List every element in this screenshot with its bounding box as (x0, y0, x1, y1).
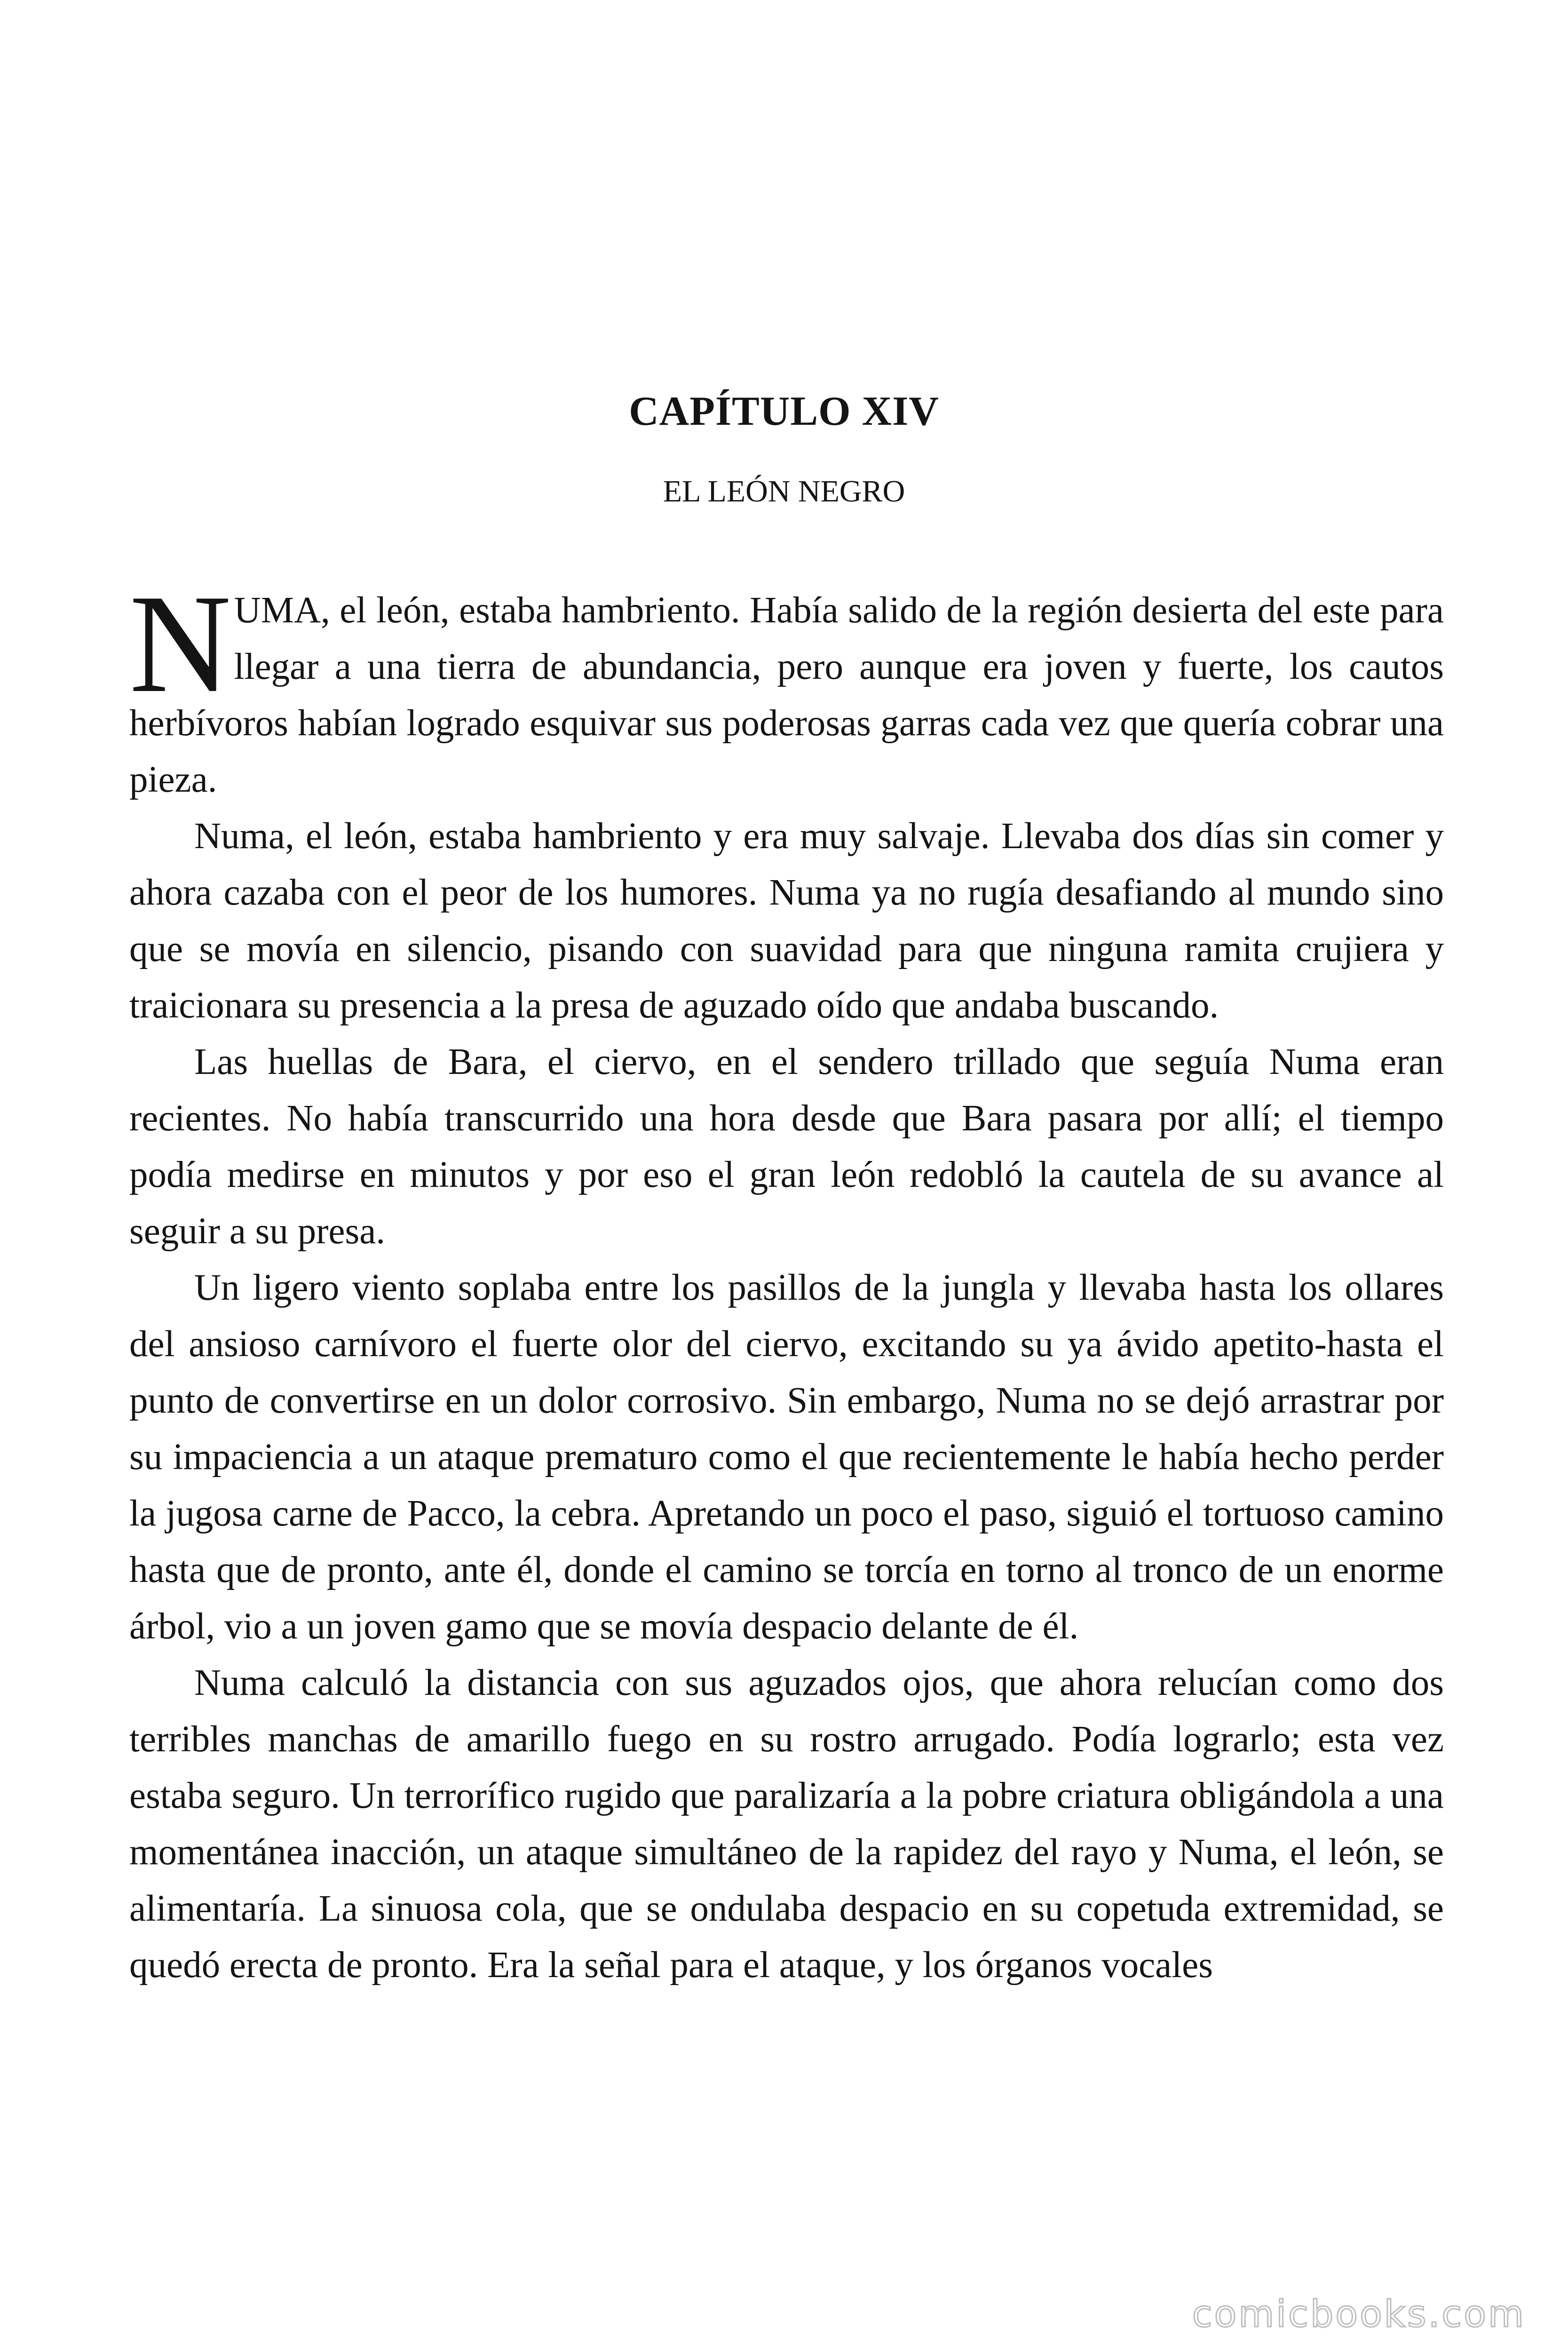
chapter-title: CAPÍTULO XIV (629, 389, 939, 434)
paragraph-1-text: UMA, el león, estaba hambriento. Había salido de la región desierta del este para llegar a una tierra de abundancia, pero aunque era joven y fuerte, los cautos herbívoros habían logrado esquivar sus poderosas garras cada vez que quería cobrar una pieza. (129, 590, 1444, 800)
chapter-subtitle: EL LEÓN NEGRO (663, 474, 905, 509)
paragraph-2: Numa, el león, estaba hambriento y era muy salvaje. Llevaba dos días sin comer y ahora cazaba con el peor de los humores. Numa ya no rugía desafiando al mundo sino que se movía en silencio, pisando con suavidad para que ninguna ramita crujiera y traicionara su presencia a la presa de aguzado oído que andaba buscando. (129, 816, 1444, 1026)
site-watermark: comicbooks.com (1192, 2293, 1526, 2336)
paragraph-5: Numa calculó la distancia con sus aguzados ojos, que ahora relucían como dos terribles manchas de amarillo fuego en su rostro arrugado. Podía lograrlo; esta vez estaba seguro. Un terrorífico rugido que paralizaría a la pobre criatura obligándola a una momentánea inacción, un ataque simultáneo de la rapidez del rayo y Numa, el león, se alimentaría. La sinuosa cola, que se ondulaba despacio en su copetuda extremidad, se quedó erecta de pronto. Era la señal para el ataque, y los órganos vocales (129, 1662, 1444, 1986)
paragraph-4: Un ligero viento soplaba entre los pasillos de la jungla y llevaba hasta los ollares del ansioso carnívoro el fuerte olor del ciervo, excitando su ya ávido apetito-hasta el punto de convertirse en un dolor corrosivo. Sin embargo, Numa no se dejó arrastrar por su impaciencia a un ataque prematuro como el que recientemente le había hecho perder la jugosa carne de Pacco, la cebra. Apretando un poco el paso, siguió el tortuoso camino hasta que de pronto, ante él, donde el camino se torcía en torno al tronco de un enorme árbol, vio a un joven gamo que se movía despacio delante de él. (129, 1267, 1444, 1647)
paragraph-1 (129, 565, 1444, 808)
drop-cap: N (129, 565, 231, 722)
chapter-body (129, 565, 1444, 1994)
paragraph-3: Las huellas de Bara, el ciervo, en el sendero trillado que seguía Numa eran recientes. No había transcurrido una hora desde que Bara pasara por allí; el tiempo podía medirse en minutos y por eso el gran león redobló la cautela de su avance al seguir a su presa. (129, 1041, 1444, 1252)
